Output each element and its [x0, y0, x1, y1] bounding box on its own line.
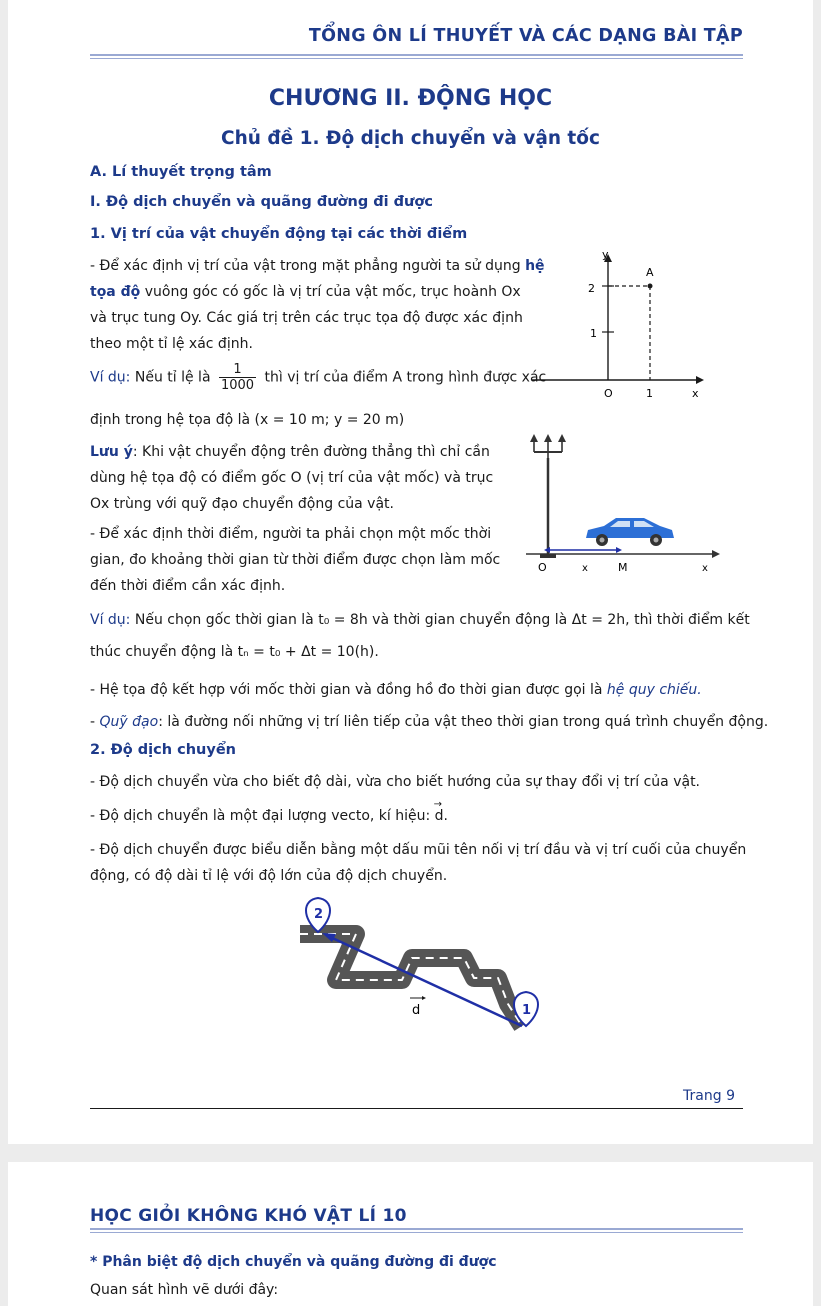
trajectory-line: - Quỹ đạo: là đường nối những vị trí liên tiếp của vật theo thời gian trong quá trình chuyển động. — [90, 714, 769, 730]
coordinate-system-figure — [526, 246, 726, 406]
header-rule-thin — [90, 58, 743, 59]
time-line3: đến thời điểm cần xác định. — [90, 578, 286, 594]
footer-rule — [90, 1108, 743, 1109]
point-m-label: M — [618, 561, 628, 574]
example2-line2: thúc chuyển động là tₙ = t₀ + Δt = 10(h). — [90, 644, 379, 660]
disp-line4: động, có độ dài tỉ lệ với độ lớn của độ dịch chuyển. — [90, 868, 448, 884]
para1-line3: và trục tung Oy. Các giá trị trên các trục tọa độ được xác định — [90, 310, 523, 326]
example2-line1: Ví dụ: Nếu chọn gốc thời gian là t₀ = 8h và thời gian chuyển động là Δt = 2h, thì thời điểm kết — [90, 612, 750, 628]
document-page-2 — [8, 1162, 813, 1306]
frame-line: - Hệ tọa độ kết hợp với mốc thời gian và đồng hồ đo thời gian được gọi là hệ quy chiếu. — [90, 682, 702, 698]
running-header: TỔNG ÔN LÍ THUYẾT VÀ CÁC DẠNG BÀI TẬP — [308, 26, 743, 46]
point-a-label: A — [646, 266, 654, 279]
para1-line4: theo một tỉ lệ xác định. — [90, 336, 253, 352]
example1-line1: Ví dụ: Nếu tỉ lệ là $\frac{1}{1000}$ thì vị trí của điểm A trong hình được xác — [90, 362, 547, 393]
topic-title: Chủ đề 1. Độ dịch chuyển và vận tốc — [221, 128, 600, 149]
disp-line2: - Độ dịch chuyển là một đại lượng vecto, kí hiệu: → d. — [90, 806, 448, 826]
section-1-heading: 1. Vị trí của vật chuyển động tại các thời điểm — [90, 226, 468, 242]
x-axis-label: x — [702, 563, 708, 574]
vector-label: d — [412, 1003, 421, 1018]
document-page — [8, 0, 813, 1144]
x-mid-label: x — [582, 563, 588, 574]
page2-header-rule — [90, 1228, 743, 1230]
y-axis-label: y — [602, 248, 609, 261]
section-2-heading: 2. Độ dịch chuyển — [90, 742, 236, 758]
lamp-icon — [544, 434, 552, 442]
x-tick-label-1: 1 — [646, 387, 653, 400]
example1-line2: định trong hệ tọa độ là (x = 10 m; y = 20 m) — [90, 412, 405, 428]
header-rule — [90, 54, 743, 56]
section-a-heading: A. Lí thuyết trọng tâm — [90, 164, 272, 180]
end-label: 2 — [314, 907, 324, 922]
tick-label-1: 1 — [590, 327, 597, 340]
page2-header-rule-thin — [90, 1232, 743, 1233]
lamp-icon — [558, 434, 566, 442]
x-axis-label: x — [692, 387, 699, 400]
para1-line1: - Để xác định vị trí của vật trong mặt phẳng người ta sử dụng hệ — [90, 258, 545, 274]
section-i-heading: I. Độ dịch chuyển và quãng đường đi được — [90, 194, 433, 210]
time-line1: - Để xác định thời điểm, người ta phải chọn một mốc thời — [90, 526, 492, 542]
time-line2: gian, đo khoảng thời gian từ thời điểm được chọn làm mốc — [90, 552, 501, 568]
disp-line1: - Độ dịch chuyển vừa cho biết độ dài, vừa cho biết hướng của sự thay đổi vị trí của vật. — [90, 774, 701, 790]
para1-line2: tọa độ vuông góc có gốc là vị trí của vật mốc, trục hoành Ox — [90, 284, 521, 300]
origin-label: O — [604, 387, 613, 400]
note-line1: Lưu ý: Khi vật chuyển động trên đường thẳng thì chỉ cần — [90, 444, 490, 460]
chapter-title: CHƯƠNG II. ĐỘNG HỌC — [268, 86, 553, 111]
page2-line: Quan sát hình vẽ dưới đây: — [90, 1282, 279, 1298]
start-label: 1 — [522, 1003, 532, 1018]
disp-line3: - Độ dịch chuyển được biểu diễn bằng một dấu mũi tên nối vị trí đầu và vị trí cuối của chuyển — [90, 842, 747, 858]
origin-label: O — [538, 561, 547, 574]
page-number: Trang 9 — [683, 1088, 735, 1104]
page2-bullet-heading: * Phân biệt độ dịch chuyển và quãng đường đi được — [90, 1254, 497, 1270]
car-on-road-figure — [520, 430, 730, 580]
tick-label-2: 2 — [588, 282, 595, 295]
note-line3: Ox trùng với quỹ đạo chuyển động của vật. — [90, 496, 394, 512]
page2-running-header: HỌC GIỎI KHÔNG KHÓ VẬT LÍ 10 — [90, 1206, 407, 1226]
displacement-road-figure — [292, 894, 552, 1054]
car-icon — [586, 518, 674, 546]
note-line2: dùng hệ tọa độ có điểm gốc O (vị trí của vật mốc) và trục — [90, 470, 494, 486]
fraction: $\frac{1}{1000}$ — [220, 362, 255, 393]
lamp-icon — [530, 434, 538, 442]
